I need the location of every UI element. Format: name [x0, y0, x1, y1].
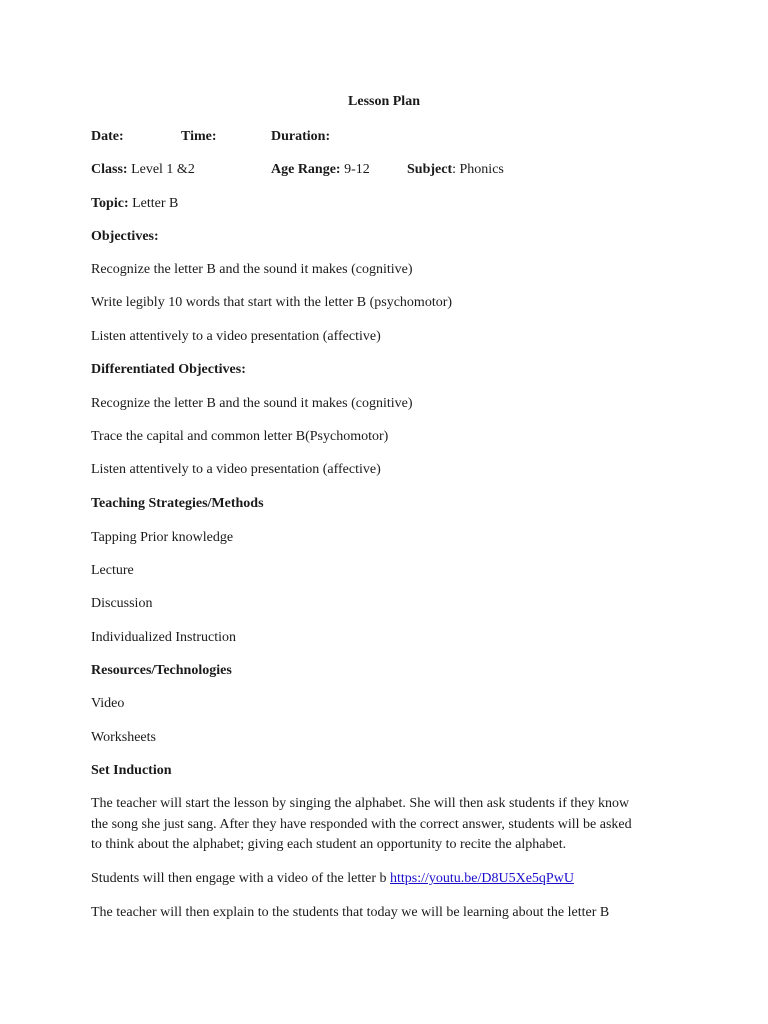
induction-paragraph-line: to think about the alphabet; giving each student an opportunity to recite the alphabet.: [91, 837, 567, 852]
resource-item: Video: [91, 696, 125, 711]
strategy-item: Tapping Prior knowledge: [91, 530, 234, 545]
page-title: Lesson Plan: [348, 94, 420, 109]
closing-sentence: The teacher will then explain to the students that today we will be learning about the letter B: [91, 905, 610, 920]
set-induction-heading: Set Induction: [91, 763, 172, 778]
differentiated-objective-item: Recognize the letter B and the sound it makes (cognitive): [91, 396, 413, 411]
strategy-item: Discussion: [91, 596, 153, 611]
video-sentence: [91, 870, 574, 888]
topic-field: [91, 195, 178, 213]
class-label: Class:: [91, 162, 128, 177]
subject-label: Subject: [407, 162, 453, 177]
class-field: [91, 161, 195, 179]
differentiated-objective-item: Trace the capital and common letter B(Psychomotor): [91, 429, 389, 444]
subject-value: : Phonics: [452, 162, 504, 177]
differentiated-objective-item: Listen attentively to a video presentation (affective): [91, 462, 381, 477]
resource-item: Worksheets: [91, 730, 156, 745]
induction-paragraph-line: The teacher will start the lesson by singing the alphabet. She will then ask students if they know: [91, 796, 630, 811]
video-sentence-text: Students will then engage with a video of the letter b: [91, 871, 390, 886]
objective-item: Write legibly 10 words that start with the letter B (psychomotor): [91, 295, 453, 310]
teaching-strategies-heading: Teaching Strategies/Methods: [91, 496, 264, 511]
induction-paragraph-line: the song she just sang. After they have responded with the correct answer, students will be asked: [91, 817, 632, 832]
duration-label: Duration:: [271, 129, 331, 144]
objective-item: Recognize the letter B and the sound it makes (cognitive): [91, 262, 413, 277]
age-range-label: Age Range:: [271, 162, 341, 177]
objectives-heading: Objectives:: [91, 229, 159, 244]
topic-label: Topic:: [91, 196, 129, 211]
time-label: Time:: [181, 129, 217, 144]
age-range-value: 9-12: [344, 162, 370, 177]
video-link[interactable]: https://youtu.be/D8U5Xe5qPwU: [389, 871, 574, 886]
class-value: Level 1 &2: [131, 162, 195, 177]
age-range-field: [271, 161, 370, 179]
subject-field: [407, 161, 504, 179]
strategy-item: Lecture: [91, 563, 134, 578]
date-label: Date:: [91, 129, 124, 144]
topic-value: Letter B: [132, 196, 179, 211]
strategy-item: Individualized Instruction: [91, 630, 237, 645]
resources-heading: Resources/Technologies: [91, 663, 232, 678]
differentiated-objectives-heading: Differentiated Objectives:: [91, 362, 246, 377]
objective-item: Listen attentively to a video presentation (affective): [91, 329, 381, 344]
